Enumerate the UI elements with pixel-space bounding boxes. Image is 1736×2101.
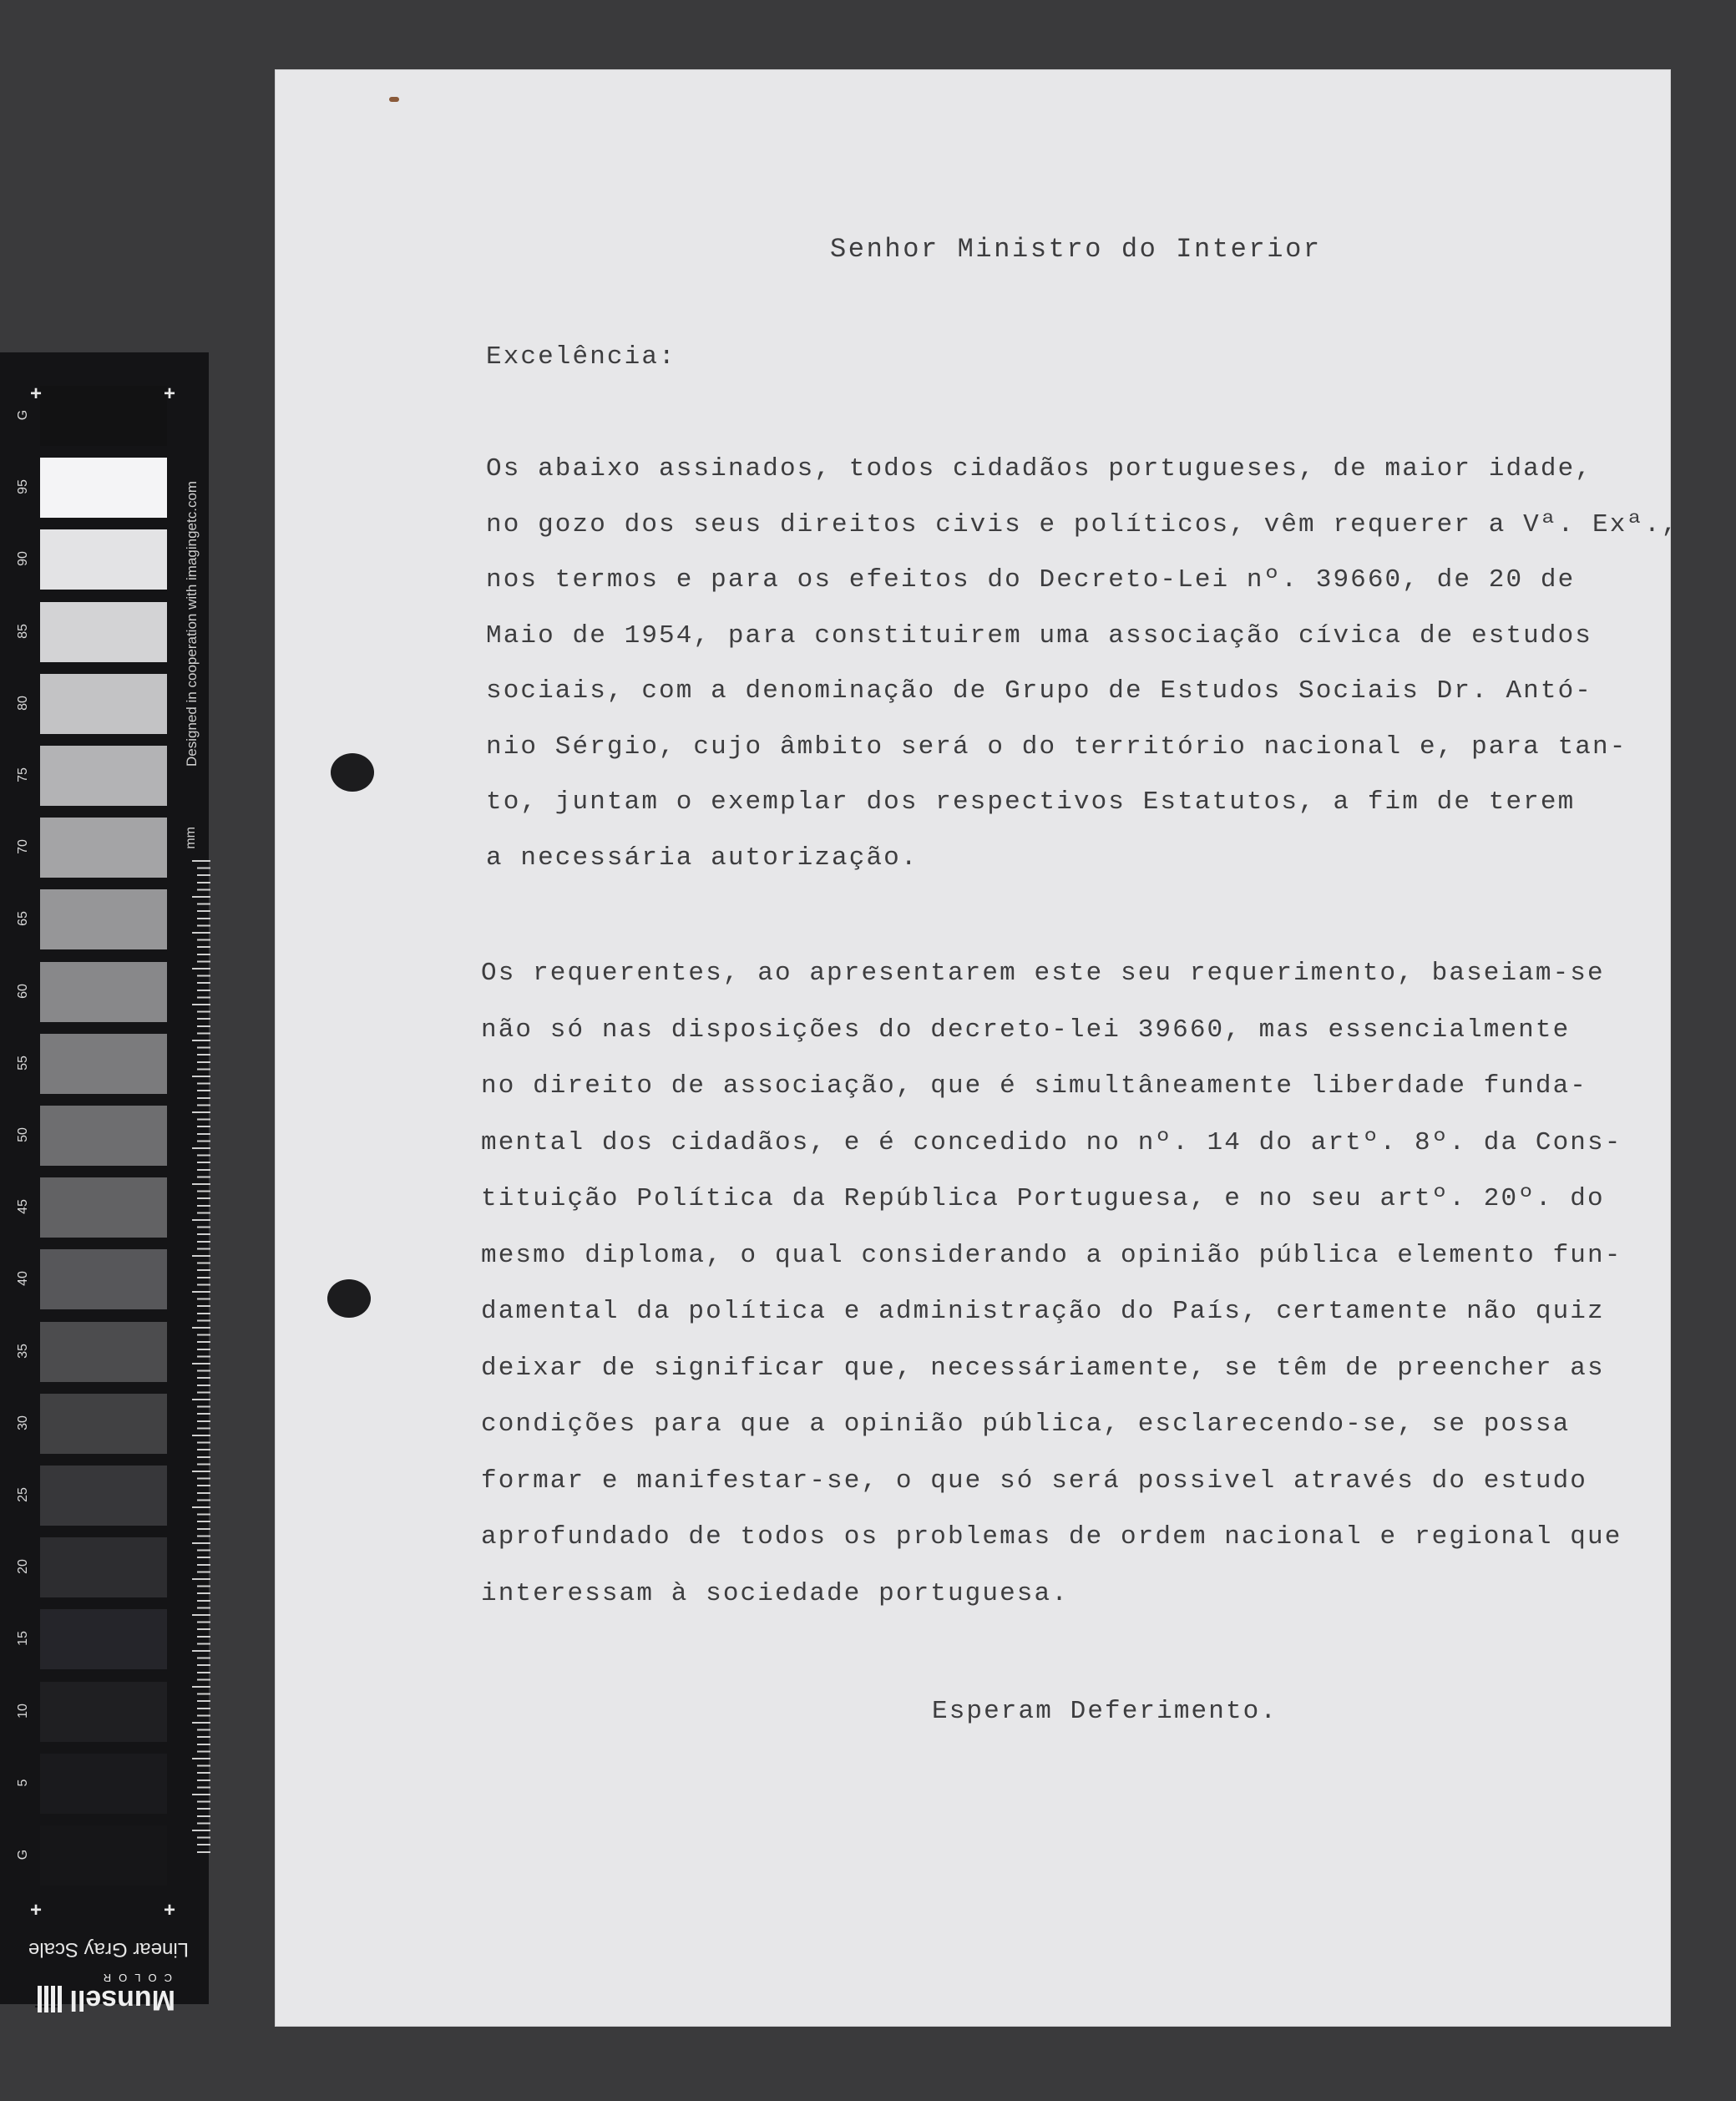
gray-patch: [40, 818, 167, 878]
gray-patch-label: 5: [16, 1779, 30, 1787]
text-line: mesmo diploma, o qual considerando a opinião pública elemento fun-: [481, 1240, 1622, 1270]
gray-patch: [40, 1682, 167, 1742]
text-line: interessam à sociedade portuguesa.: [481, 1578, 1069, 1608]
text-line: deixar de significar que, necessáriamente, se têm de preencher as: [481, 1353, 1605, 1383]
gray-patch: [40, 1106, 167, 1166]
plus-mark: +: [164, 382, 176, 405]
gray-patch: [40, 889, 167, 949]
plus-mark: +: [30, 1899, 43, 1921]
munsell-grid-icon: [35, 1986, 62, 2012]
brand-name: Munsell: [69, 1984, 175, 2016]
text-line: nio Sérgio, cujo âmbito será o do território nacional e, para tan-: [486, 732, 1627, 762]
gray-patch-label: 50: [16, 1127, 30, 1142]
gray-scale-strip: [0, 352, 209, 2004]
text-line: damental da política e administração do País, certamente não quiz: [481, 1297, 1605, 1326]
gray-patch: [40, 1322, 167, 1382]
text-line: Os requerentes, ao apresentarem este seu requerimento, baseiam-se: [481, 959, 1605, 988]
scale-unit-label: mm: [184, 827, 198, 849]
salutation: Excelência:: [486, 342, 676, 372]
plus-mark: +: [30, 382, 43, 405]
gray-patch: [40, 386, 167, 446]
gray-patch-label: 90: [16, 551, 30, 567]
text-line: sociais, com a denominação de Grupo de Estudos Sociais Dr. Antó-: [486, 676, 1592, 706]
letter-page: [276, 70, 1679, 2026]
closing: Esperam Deferimento.: [932, 1697, 1278, 1726]
gray-patch: [40, 1466, 167, 1526]
scale-title: Linear Gray Scale: [28, 1938, 190, 1961]
gray-patch-label: 95: [16, 479, 30, 495]
text-line: no gozo dos seus direitos civis e políticos, vêm requerer a Vª. Exª.,: [486, 509, 1679, 539]
gray-patch-label: G: [16, 409, 30, 421]
gray-patch-label: 20: [16, 1559, 30, 1575]
gray-patch-label: 25: [16, 1487, 30, 1502]
text-line: Os abaixo assinados, todos cidadãos portugueses, de maior idade,: [486, 454, 1592, 483]
gray-patch: [40, 1177, 167, 1238]
text-line: nos termos e para os efeitos do Decreto-Lei nº. 39660, de 20 de: [486, 565, 1576, 595]
gray-patch-label: 65: [16, 911, 30, 927]
gray-patch: [40, 962, 167, 1022]
text-line: aprofundado de todos os problemas de ordem nacional e regional que: [481, 1522, 1622, 1552]
text-line: mental dos cidadãos, e é concedido no nº. 14 do artº. 8º. da Cons-: [481, 1127, 1622, 1157]
text-line: Maio de 1954, para constituirem uma associação cívica de estudos: [486, 620, 1592, 651]
rust-mark: [389, 97, 399, 102]
gray-patch: [40, 1609, 167, 1669]
gray-patch: [40, 458, 167, 518]
text-line: no direito de associação, que é simultâneamente liberdade funda-: [481, 1071, 1587, 1101]
plus-mark: +: [164, 1899, 176, 1921]
letter-heading: Senhor Ministro do Interior: [830, 234, 1322, 265]
gray-patch: [40, 602, 167, 662]
scale-credit-text: Designed in cooperation with imagingetc.com: [184, 480, 200, 767]
gray-patch-label: 80: [16, 695, 30, 711]
punch-hole: [331, 753, 374, 792]
text-line: to, juntam o exemplar dos respectivos Estatutos, a fim de terem: [486, 787, 1576, 817]
text-line: não só nas disposições do decreto-lei 39660, mas essencialmente: [481, 1015, 1571, 1045]
gray-patch-label: 35: [16, 1343, 30, 1359]
text-line: condições para que a opinião pública, esclarecendo-se, se possa: [481, 1410, 1571, 1439]
gray-patch: [40, 1825, 167, 1886]
gray-patch: [40, 1394, 167, 1454]
gray-patch: [40, 1754, 167, 1814]
gray-patch: [40, 529, 167, 590]
gray-patch-label: 40: [16, 1271, 30, 1287]
gray-patch-label: 30: [16, 1415, 30, 1430]
gray-patch-label: 60: [16, 983, 30, 999]
gray-patch-label: 15: [16, 1631, 30, 1647]
brand-sub: COLOR: [95, 1972, 172, 1984]
gray-patch-label: G: [16, 1849, 30, 1861]
mm-ruler-major-ticks: [192, 860, 210, 1855]
text-line: a necessária autorização.: [486, 843, 919, 873]
gray-patch: [40, 674, 167, 734]
gray-patch-label: 55: [16, 1055, 30, 1071]
text-line: formar e manifestar-se, o que só será possivel através do estudo: [481, 1466, 1587, 1496]
gray-patch-label: 75: [16, 767, 30, 782]
punch-hole: [327, 1279, 371, 1318]
text-line: tituição Política da República Portuguesa, e no seu artº. 20º. do: [481, 1184, 1605, 1213]
gray-patch: [40, 746, 167, 806]
gray-patch-label: 45: [16, 1199, 30, 1215]
gray-patch-label: 85: [16, 623, 30, 639]
munsell-logo: [33, 1974, 175, 2016]
gray-patch: [40, 1249, 167, 1309]
gray-patch-label: 70: [16, 839, 30, 855]
gray-patch-label: 10: [16, 1703, 30, 1719]
gray-patch: [40, 1537, 167, 1597]
gray-patch: [40, 1034, 167, 1094]
